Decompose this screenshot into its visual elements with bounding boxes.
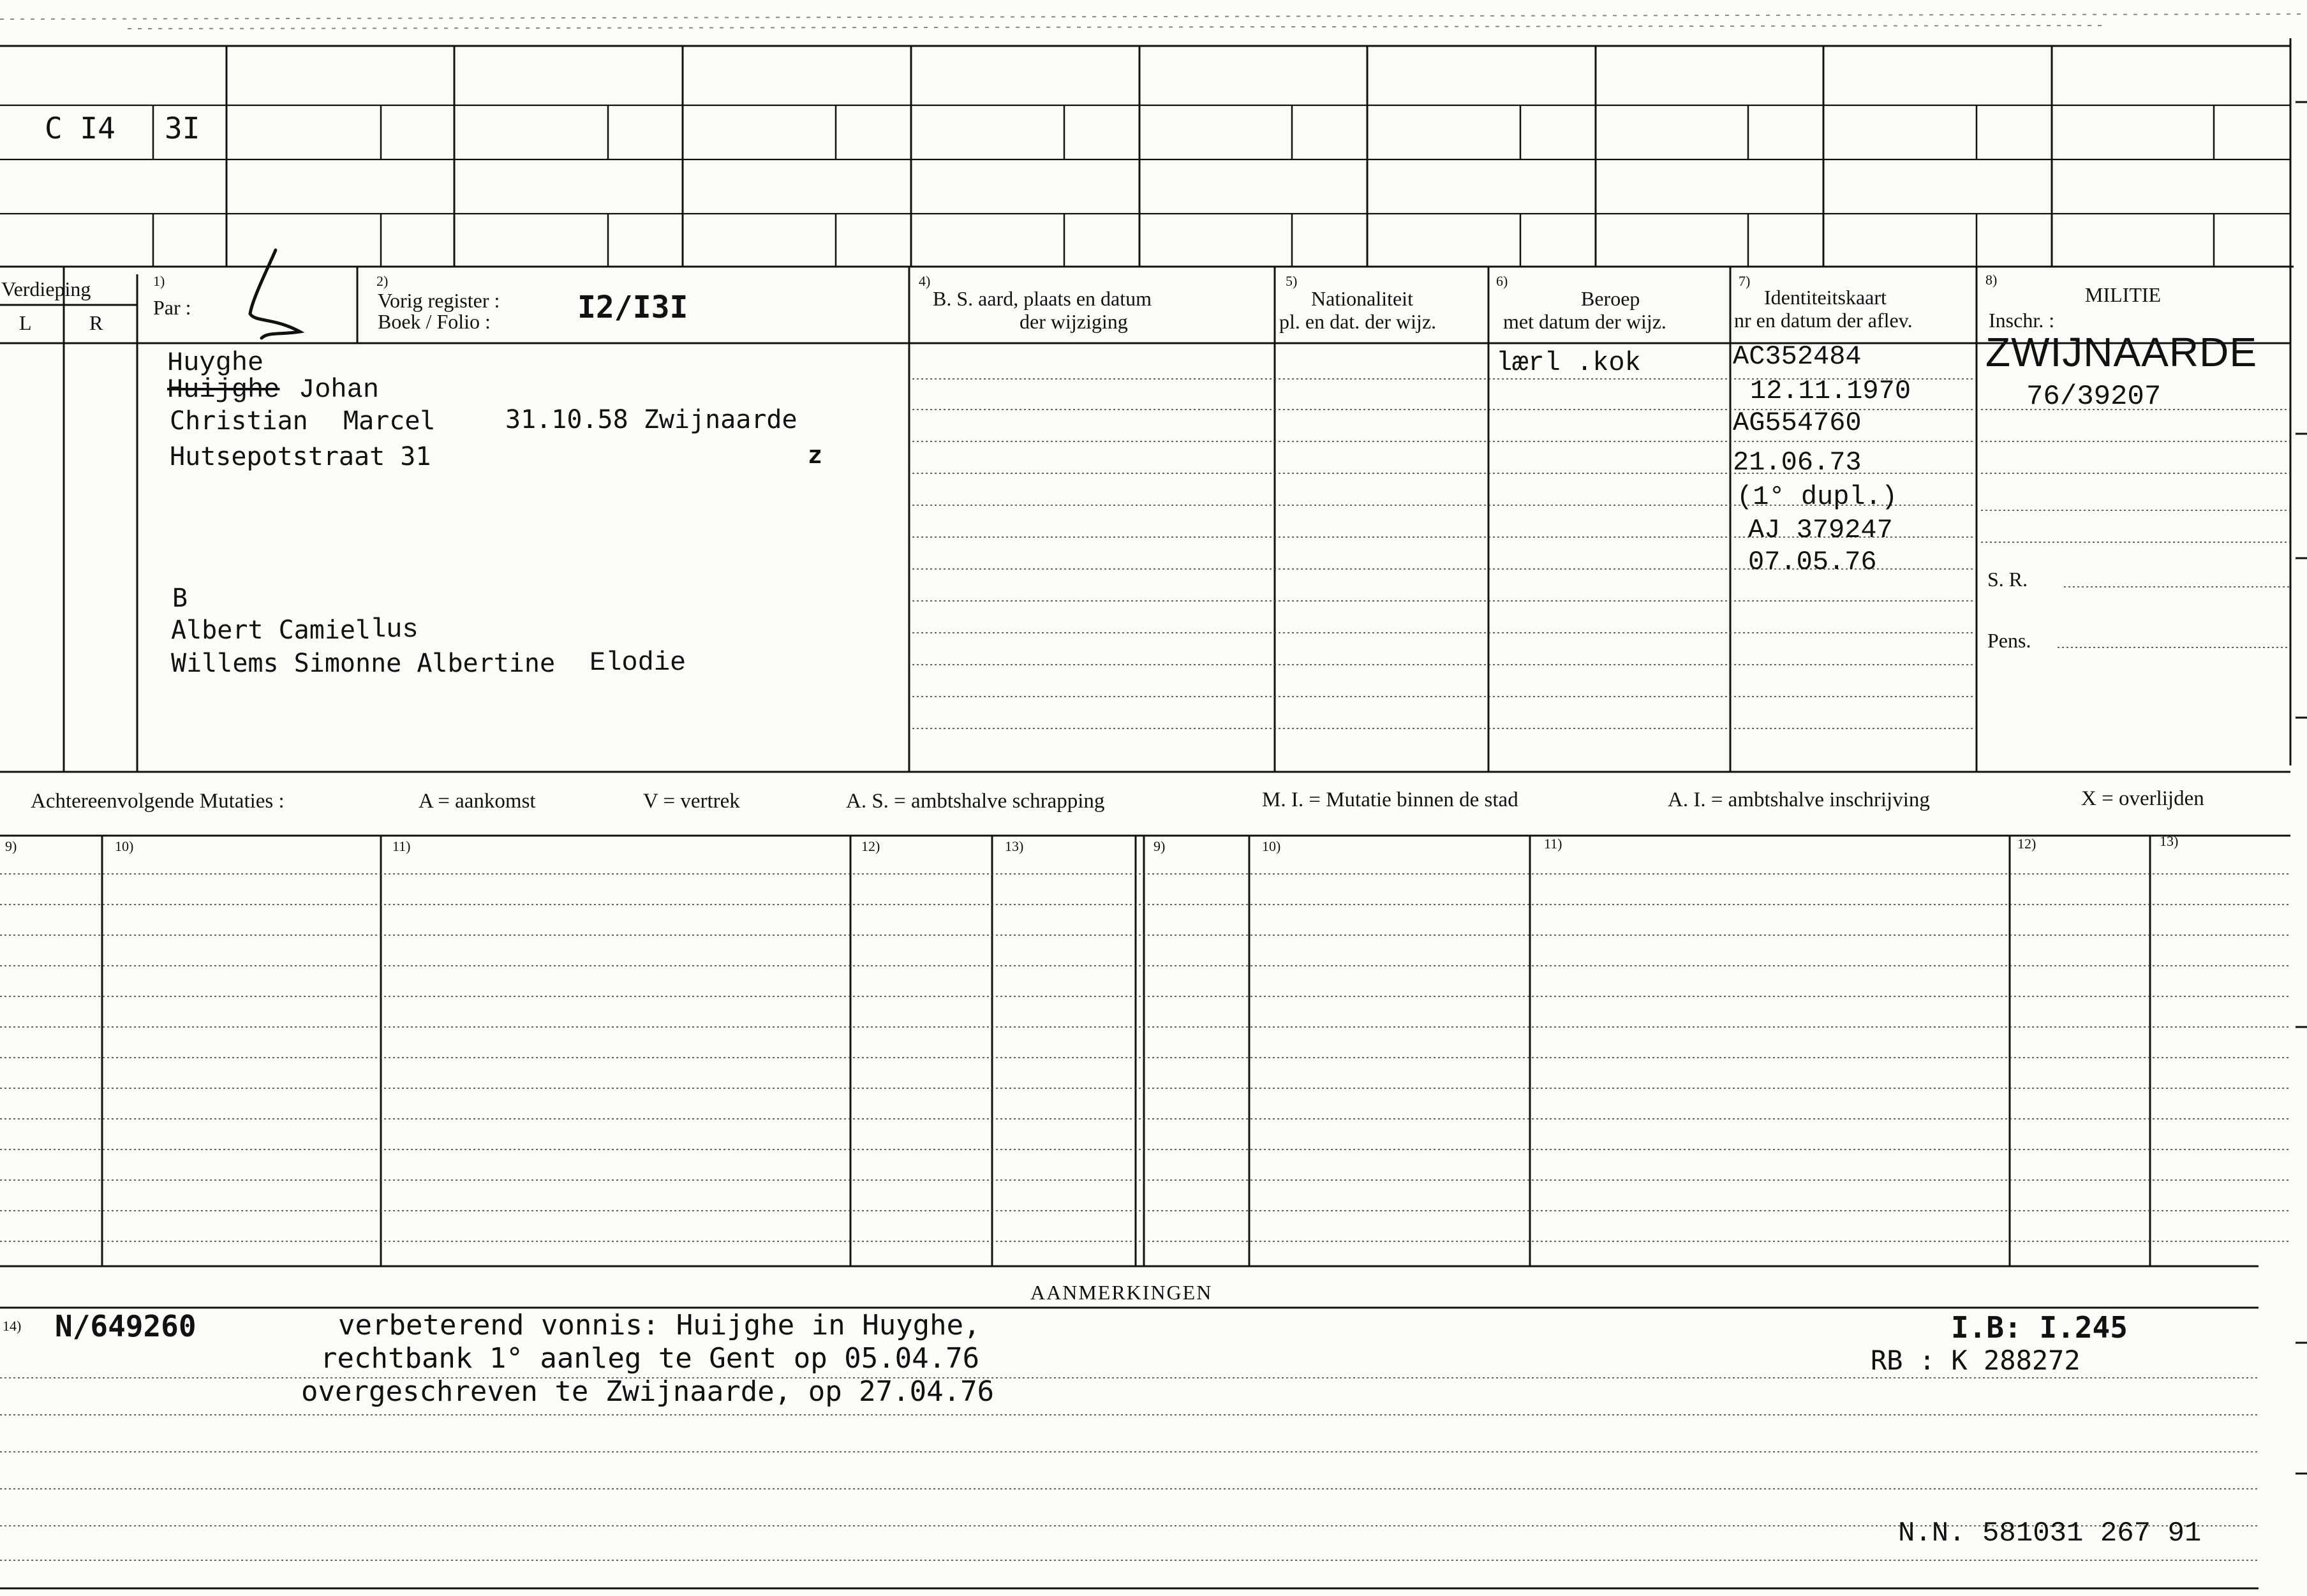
verdieping-l-label: L bbox=[19, 311, 32, 334]
col6-number: 6) bbox=[1496, 273, 1508, 289]
mutation-col-13a: 13) bbox=[1005, 838, 1024, 854]
vorig-register-label: Vorig register : bbox=[378, 289, 500, 312]
col4-number: 4) bbox=[919, 273, 931, 289]
father-name: Albert Camiel bbox=[171, 616, 371, 645]
bs-label-1: B. S. aard, plaats en datum bbox=[933, 287, 1152, 310]
mother-name-end: Elodie bbox=[590, 647, 686, 678]
remarks-line-1: verbeterend vonnis: Huijghe in Huyghe, bbox=[338, 1309, 981, 1341]
militie-number: 76/39207 bbox=[2026, 381, 2162, 413]
mutation-col-9a: 9) bbox=[5, 838, 17, 854]
remarks-title: AANMERKINGEN bbox=[1030, 1281, 1213, 1304]
register-code: C I4 bbox=[45, 111, 115, 145]
legend-vertrek: V = vertrek bbox=[643, 790, 740, 813]
beroep-label-1: Beroep bbox=[1581, 287, 1640, 310]
par-label: Par : bbox=[153, 296, 191, 319]
remarks-number: 14) bbox=[3, 1318, 22, 1334]
militie-place: ZWIJNAARDE bbox=[1985, 329, 2257, 375]
mother-name: Willems Simonne Albertine bbox=[171, 649, 556, 678]
first-name: Johan bbox=[299, 374, 380, 405]
identiteitskaart-label-2: nr en datum der aflev. bbox=[1734, 309, 1913, 332]
rb-number: RB : K 288272 bbox=[1871, 1345, 2081, 1376]
mutation-col-13b: 13) bbox=[2160, 833, 2179, 849]
legend-ambtshalve-schrapping: A. S. = ambtshalve schrapping bbox=[846, 790, 1105, 813]
id-card-2-date: 21.06.73 bbox=[1733, 447, 1862, 478]
mutation-col-10b: 10) bbox=[1262, 838, 1281, 854]
col8-number: 8) bbox=[1985, 272, 1998, 288]
mutation-col-11b: 11) bbox=[1544, 836, 1562, 852]
remarks-code: N/649260 bbox=[55, 1309, 197, 1343]
vorig-register-value: I2/I3I bbox=[577, 290, 688, 325]
father-name-end: lus bbox=[370, 614, 419, 645]
boek-folio-label: Boek / Folio : bbox=[378, 310, 491, 333]
nationaliteit-label-2: pl. en dat. der wijz. bbox=[1279, 310, 1437, 333]
surname-original: Huijghe bbox=[167, 374, 280, 405]
ib-number: I.B: I.245 bbox=[1951, 1310, 2128, 1345]
id-card-duplicate: (1° dupl.) bbox=[1737, 482, 1898, 512]
legend-aankomst: A = aankomst bbox=[419, 790, 536, 813]
nationaliteit-label-1: Nationaliteit bbox=[1311, 287, 1413, 310]
identiteitskaart-label-1: Identiteitskaart bbox=[1764, 286, 1887, 309]
address-mark: z bbox=[808, 441, 822, 469]
middle-name-2: Marcel bbox=[343, 406, 436, 436]
col2-number: 2) bbox=[376, 273, 389, 289]
legend-mutatie-stad: M. I. = Mutatie binnen de stad bbox=[1262, 788, 1518, 811]
id-card-2: AG554760 bbox=[1733, 408, 1862, 438]
mutation-col-11a: 11) bbox=[392, 838, 411, 854]
par-handwritten-mark bbox=[250, 250, 300, 338]
register-folio: 3I bbox=[165, 111, 200, 145]
remarks-line-3: overgeschreven te Zwijnaarde, op 27.04.76 bbox=[301, 1375, 995, 1408]
militie-label: MILITIE bbox=[2085, 283, 2162, 306]
middle-name-1: Christian bbox=[170, 406, 308, 436]
id-card-3-date: 07.05.76 bbox=[1748, 547, 1877, 577]
verdieping-label: Verdieping bbox=[1, 277, 91, 300]
mutation-col-12a: 12) bbox=[861, 838, 880, 854]
legend-ambtshalve-inschrijving: A. I. = ambtshalve inschrijving bbox=[1668, 788, 1930, 811]
inschr-label: Inschr. : bbox=[1989, 309, 2055, 332]
pens-label: Pens. bbox=[1987, 629, 2031, 652]
id-card-1-date: 12.11.1970 bbox=[1750, 376, 1911, 406]
surname-corrected: Huyghe bbox=[167, 348, 264, 378]
beroep-label-2: met datum der wijz. bbox=[1503, 310, 1666, 333]
mutations-title: Achtereenvolgende Mutaties : bbox=[31, 790, 285, 813]
mutation-col-10a: 10) bbox=[115, 838, 134, 854]
col1-number: 1) bbox=[153, 273, 165, 289]
address: Hutsepotstraat 31 bbox=[170, 442, 431, 471]
beroep-value: lærl .kok bbox=[1496, 348, 1641, 378]
id-card-3: AJ 379247 bbox=[1748, 515, 1893, 545]
parents-marker: B bbox=[172, 584, 188, 613]
col7-number: 7) bbox=[1739, 273, 1751, 289]
mutation-col-12b: 12) bbox=[2017, 836, 2036, 852]
verdieping-r-label: R bbox=[89, 311, 103, 334]
legend-overlijden: X = overlijden bbox=[2081, 787, 2204, 810]
sr-label: S. R. bbox=[1987, 568, 2028, 591]
birth-date-place: 31.10.58 Zwijnaarde bbox=[505, 405, 797, 434]
bs-label-2: der wijziging bbox=[1020, 310, 1128, 333]
remarks-line-2: rechtbank 1° aanleg te Gent op 05.04.76 bbox=[320, 1342, 980, 1375]
mutation-col-9b: 9) bbox=[1154, 838, 1166, 854]
id-card-1: AC352484 bbox=[1733, 341, 1862, 372]
col5-number: 5) bbox=[1286, 273, 1298, 289]
nn-number: N.N. 581031 267 91 bbox=[1898, 1518, 2202, 1549]
